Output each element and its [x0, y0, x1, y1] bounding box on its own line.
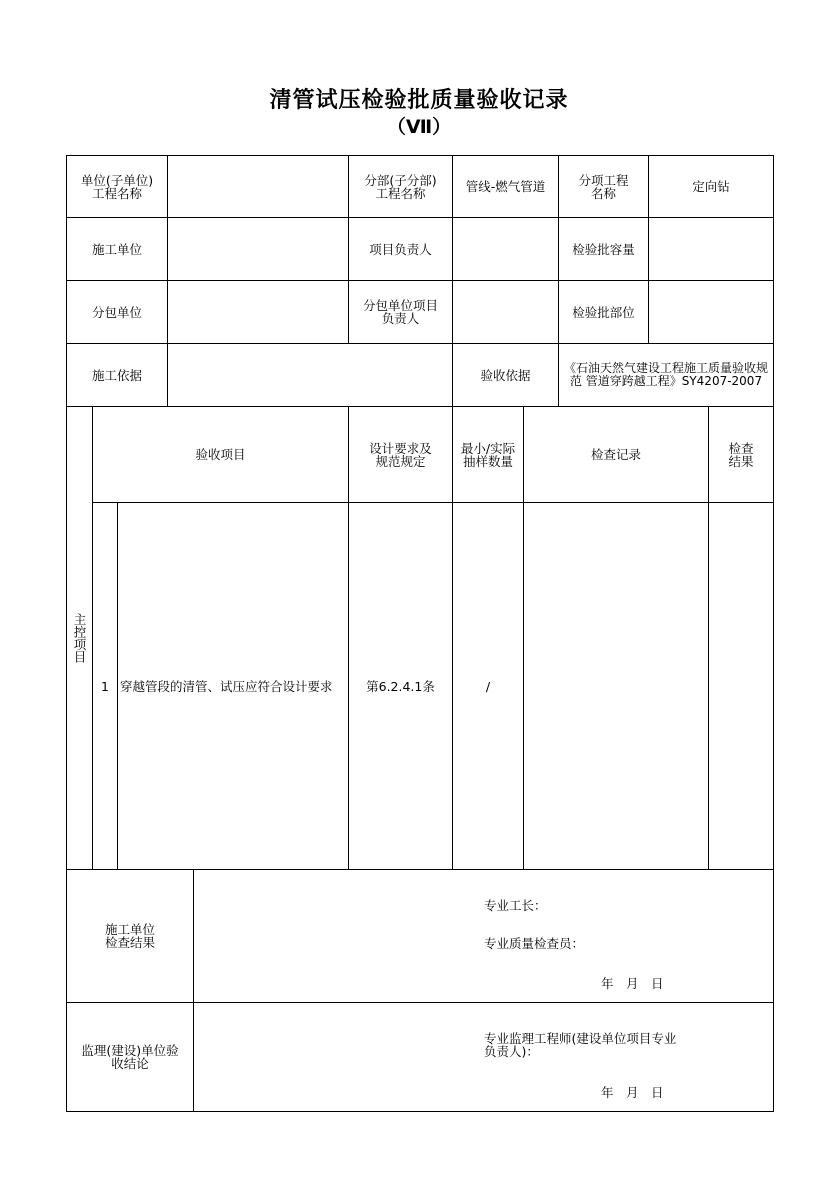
col-header-result: 检查结果 — [728, 440, 754, 469]
col-header-design: 设计要求及规范规定 — [369, 440, 432, 469]
contractor-check-label: 施工单位检查结果 — [104, 922, 155, 950]
acceptance-basis-label: 验收依据 — [480, 367, 531, 383]
batch-capacity-label: 检验批容量 — [572, 241, 635, 257]
subcontractor-label: 分包单位 — [91, 304, 142, 320]
row-number: 1 — [101, 678, 109, 694]
contractor-date: 年 月 日 — [601, 976, 664, 991]
division-label: 分部(子分部)工程名称 — [364, 172, 437, 201]
row-check-result[interactable] — [709, 503, 773, 869]
batch-part-label: 检验批部位 — [572, 304, 635, 320]
sub-lead-field[interactable] — [453, 281, 558, 343]
sub-lead-label: 分包单位项目负责人 — [362, 298, 438, 326]
batch-part-field[interactable] — [649, 281, 773, 343]
project-lead-label: 项目负责人 — [369, 241, 432, 257]
batch-capacity-field[interactable] — [649, 218, 773, 280]
row-sample-qty[interactable]: / — [485, 678, 491, 694]
supervising-engineer-signature-label: 专业监理工程师(建设单位项目专业负责人)： — [484, 1031, 677, 1059]
subitem-value[interactable]: 定向钻 — [692, 179, 730, 194]
quality-inspector-signature-label: 专业质量检查员： — [484, 936, 585, 951]
col-header-item: 验收项目 — [195, 447, 246, 462]
division-value[interactable]: 管线-燃气管道 — [465, 179, 546, 194]
unit-name-label: 单位(子单位)工程名称 — [80, 172, 154, 201]
row-check-record[interactable] — [524, 503, 708, 869]
supervisor-check-label: 监理(建设)单位验收结论 — [81, 1043, 179, 1071]
row-design-clause: 第6.2.4.1条 — [366, 678, 435, 694]
form-title: 清管试压检验批质量验收记录 — [269, 88, 569, 113]
contractor-label: 施工单位 — [91, 241, 142, 257]
form-subtitle: （Ⅶ） — [386, 116, 452, 138]
foreman-signature-label: 专业工长： — [484, 898, 547, 913]
main-control-group-label: 主控项目 — [72, 613, 87, 663]
construction-basis-field[interactable] — [168, 344, 452, 406]
col-header-sample: 最小/实际抽样数量 — [460, 440, 516, 469]
project-lead-field[interactable] — [453, 218, 558, 280]
contractor-field[interactable] — [168, 218, 348, 280]
subcontractor-field[interactable] — [168, 281, 348, 343]
col-header-record: 检查记录 — [590, 447, 641, 462]
unit-name-field[interactable] — [168, 156, 348, 217]
acceptance-basis-value: 《石油天然气建设工程施工质量验收规范 管道穿跨越工程》SY4207-2007 — [563, 361, 768, 388]
construction-basis-label: 施工依据 — [91, 367, 142, 383]
subitem-label: 分项工程名称 — [578, 172, 629, 201]
row-item-text: 穿越管段的清管、试压应符合设计要求 — [120, 678, 333, 694]
supervisor-date: 年 月 日 — [601, 1085, 664, 1100]
